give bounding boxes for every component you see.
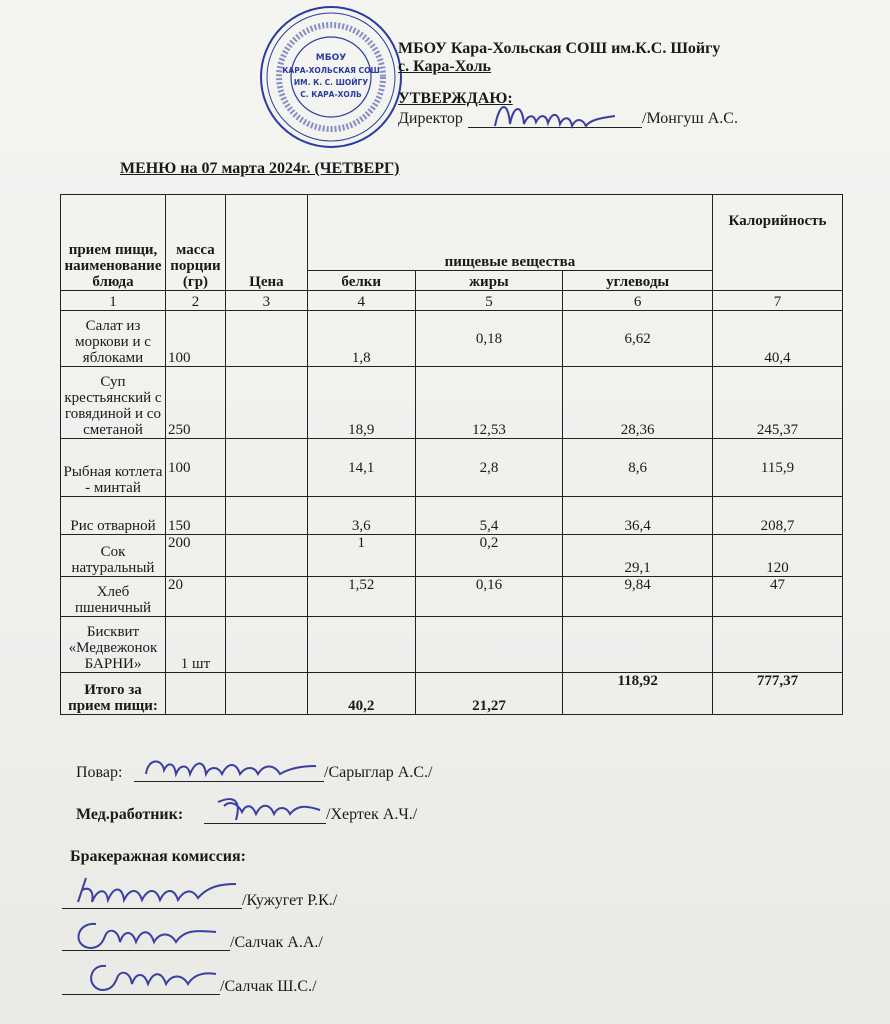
total-fat: 21,27 — [415, 673, 563, 715]
cook-signature — [140, 752, 320, 786]
menu-title: МЕНЮ на 07 марта 2024г. (ЧЕТВЕРГ) — [120, 160, 400, 177]
med-label: Мед.работник: — [76, 806, 184, 823]
dish-name: Рыбная котлета - минтай — [61, 439, 166, 497]
dish-mass: 250 — [165, 367, 225, 439]
table-row — [61, 617, 843, 673]
dish-fat: 0,2 — [415, 535, 563, 577]
dish-price — [225, 535, 307, 577]
index-cell: 2 — [165, 291, 225, 311]
dish-calories — [713, 617, 843, 673]
dish-carbs: 28,36 — [563, 367, 713, 439]
dish-price — [225, 497, 307, 535]
director-signature — [490, 96, 620, 136]
dish-calories: 120 — [713, 535, 843, 577]
med-signature — [212, 792, 324, 826]
header-carbs: углеводы — [563, 271, 713, 291]
member-3-signature — [80, 958, 220, 996]
dish-name: Сок натуральный — [61, 535, 166, 577]
director-label: Директор — [398, 110, 463, 127]
total-label: Итого за прием пищи: — [61, 673, 166, 715]
dish-name: Бисквит «Медвежонок БАРНИ» — [61, 617, 166, 673]
dish-protein: 14,1 — [307, 439, 415, 497]
dish-protein: 3,6 — [307, 497, 415, 535]
dish-carbs: 36,4 — [563, 497, 713, 535]
dish-calories: 40,4 — [713, 311, 843, 367]
dish-carbs: 9,84 — [563, 577, 713, 617]
index-cell: 5 — [415, 291, 563, 311]
dish-name: Салат из моркови и с яблоками — [61, 311, 166, 367]
organization-name — [398, 40, 818, 76]
index-cell: 4 — [307, 291, 415, 311]
header-price: Цена — [225, 195, 307, 291]
member-1-name: /Кужугет Р.К./ — [242, 892, 338, 909]
total-carbs: 118,92 — [563, 673, 713, 715]
dish-mass: 200 — [165, 535, 225, 577]
dish-carbs: 6,62 — [563, 311, 713, 367]
index-cell: 1 — [61, 291, 166, 311]
cook-label: Повар: — [76, 764, 123, 781]
header-fat: жиры — [415, 271, 563, 291]
stamp-text-4: С. КАРА-ХОЛЬ — [300, 90, 362, 99]
cook-name: /Сарыглар А.С./ — [324, 764, 433, 781]
dish-price — [225, 617, 307, 673]
header-protein: белки — [307, 271, 415, 291]
dish-price — [225, 311, 307, 367]
dish-fat: 12,53 — [415, 367, 563, 439]
dish-fat: 0,16 — [415, 577, 563, 617]
total-mass — [165, 673, 225, 715]
menu-table — [60, 194, 843, 715]
stamp-text-2: КАРА-ХОЛЬСКАЯ СОШ — [282, 66, 380, 75]
dish-fat: 0,18 — [415, 311, 563, 367]
table-total-row — [61, 673, 843, 715]
table-row — [61, 497, 843, 535]
member-1-signature — [72, 872, 242, 912]
dish-calories: 208,7 — [713, 497, 843, 535]
director-name: /Монгуш А.С. — [642, 110, 738, 127]
table-row — [61, 439, 843, 497]
dish-protein: 1,52 — [307, 577, 415, 617]
dish-calories: 115,9 — [713, 439, 843, 497]
dish-price — [225, 577, 307, 617]
dish-price — [225, 439, 307, 497]
med-name: /Хертек А.Ч./ — [326, 806, 418, 823]
org-line-1: МБОУ Кара-Хольская СОШ им.К.С. Шойгу — [398, 40, 721, 57]
index-cell: 7 — [713, 291, 843, 311]
dish-protein: 18,9 — [307, 367, 415, 439]
table-index-row — [61, 291, 843, 311]
dish-fat: 5,4 — [415, 497, 563, 535]
dish-protein: 1 — [307, 535, 415, 577]
dish-carbs: 29,1 — [563, 535, 713, 577]
table-row — [61, 535, 843, 577]
total-price — [225, 673, 307, 715]
member-2-name: /Салчак А.А./ — [230, 934, 323, 951]
commission-label: Бракеражная комиссия: — [70, 848, 246, 865]
dish-calories: 245,37 — [713, 367, 843, 439]
stamp-text-1: МБОУ — [315, 53, 347, 63]
header-meal: прием пищи, наименование блюда — [61, 195, 166, 291]
dish-mass: 100 — [165, 311, 225, 367]
dish-protein: 1,8 — [307, 311, 415, 367]
total-protein: 40,2 — [307, 673, 415, 715]
member-3-name: /Салчак Ш.С./ — [220, 978, 317, 995]
dish-carbs — [563, 617, 713, 673]
dish-mass: 1 шт — [165, 617, 225, 673]
table-row — [61, 311, 843, 367]
total-calories: 777,37 — [713, 673, 843, 715]
dish-mass: 150 — [165, 497, 225, 535]
dish-carbs: 8,6 — [563, 439, 713, 497]
member-2-signature — [66, 916, 226, 954]
table-row — [61, 367, 843, 439]
dish-protein — [307, 617, 415, 673]
dish-mass: 100 — [165, 439, 225, 497]
dish-name: Хлеб пшеничный — [61, 577, 166, 617]
approve-label: УТВЕРЖДАЮ: — [398, 90, 513, 107]
dish-name: Рис отварной — [61, 497, 166, 535]
dish-name: Суп крестьянский с говядиной и со сметаной — [61, 367, 166, 439]
dish-mass: 20 — [165, 577, 225, 617]
dish-calories: 47 — [713, 577, 843, 617]
dish-price — [225, 367, 307, 439]
stamp-text-3: ИМ. К. С. ШОЙГУ — [293, 78, 369, 87]
table-row — [61, 577, 843, 617]
header-nutrients: пищевые вещества — [307, 195, 712, 271]
org-line-2: с. Кара-Холь — [398, 58, 492, 75]
table-header-row — [61, 195, 843, 271]
index-cell: 6 — [563, 291, 713, 311]
header-calories: Калорийность — [713, 195, 843, 291]
dish-fat: 2,8 — [415, 439, 563, 497]
index-cell: 3 — [225, 291, 307, 311]
dish-fat — [415, 617, 563, 673]
header-mass: масса порции (гр) — [165, 195, 225, 291]
school-seal-stamp — [258, 4, 404, 150]
